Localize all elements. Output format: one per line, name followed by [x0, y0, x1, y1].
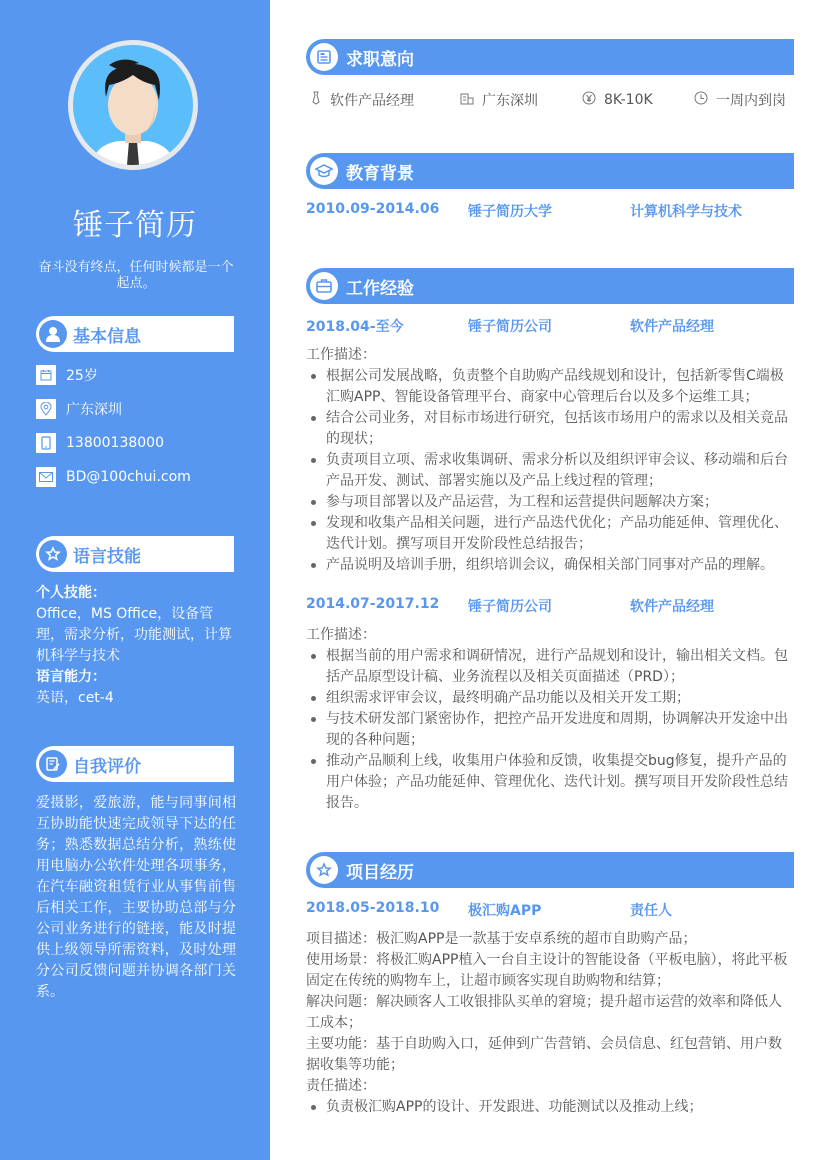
education-row — [306, 201, 794, 221]
list-item: 发现和收集产品相关问题，进行产品迭代优化；产品功能延伸、管理优化、迭代计划。撰写项目开发阶段性总结报告； — [306, 513, 794, 555]
job-role: 软件产品经理 — [630, 319, 714, 335]
job-1-header — [306, 316, 794, 336]
section-title: 工作经验 — [346, 278, 414, 299]
phone-icon — [36, 433, 56, 453]
edit-note-icon — [39, 750, 67, 778]
intent-availability: 一周内到岗 — [694, 90, 786, 110]
info-email: BD@100chui.com — [36, 460, 236, 494]
tie-icon — [310, 91, 322, 109]
section-header-self-eval — [36, 746, 234, 782]
user-icon — [39, 320, 67, 348]
project-description: 项目描述：极汇购APP是一款基于安卓系统的超市自助购产品； 使用场景：将极汇购APP植入一台自主设计的智能设备（平板电脑），将此平板固定在传统的购物车上，让超市顾客实现自助购物和结算； 解决问题：解决顾客人工收银排队买单的窘境；提升超市运营的效率和降低人工成本； 主要功能：基于自助购入口，延伸到广告营销、会员信息、红包营销、用户数据收集等功能； 责任描述： 负责极汇购APP的设计、开发跟进、功能测试以及推动上线； — [306, 929, 794, 1118]
section-title: 自我评价 — [73, 756, 141, 777]
resume-card-icon — [310, 43, 338, 71]
skills-content: 个人技能： Office，MS Office，设备管理，需求分析，功能测试，计算机科学与技术 语言能力： 英语，cet-4 — [36, 585, 232, 706]
info-phone: 13800138000 — [36, 426, 236, 460]
list-item: 参与项目部署以及产品运营，为工程和运营提供问题解决方案； — [306, 492, 794, 513]
yen-icon — [582, 91, 596, 109]
job-2-header — [306, 596, 794, 616]
section-header-work — [306, 268, 794, 304]
job-intent-row — [310, 90, 790, 110]
section-header-education — [306, 153, 794, 189]
person-avatar-icon — [73, 45, 193, 165]
section-header-skills — [36, 536, 234, 572]
job-1-description: 工作描述： 根据公司发展战略，负责整个自助购产品线规划和设计，包括新零售C端极汇购APP、智能设备管理平台、商家中心管理后台以及多个运维工具； 结合公司业务，对目标市场进行研究，包括该市场用户的需求以及相关竞品的现状； 负责项目立项、需求收集调研、需求分析以及组织评审会议、移动端和后台产品开发、测试、部署实施以及产品上线过程的管理； 参与项目部署以及产品运营，为工程和运营提供问题解决方案； 发现和收集产品相关问题，进行产品迭代优化；产品功能延伸、管理优化、迭代计划。撰写项目开发阶段性总结报告； 产品说明及培训手册，组织培训会议，确保相关部门同事对产品的理解。 — [306, 345, 794, 576]
list-item: 与技术研发部门紧密协作，把控产品开发进度和周期，协调解决开发途中出现的各种问题； — [306, 709, 794, 751]
list-item: 结合公司业务，对目标市场进行研究，包括该市场用户的需求以及相关竞品的现状； — [306, 408, 794, 450]
education-school: 锤子简历大学 — [468, 204, 552, 220]
list-item: 组织需求评审会议，最终明确产品功能以及相关开发工期； — [306, 688, 794, 709]
intent-position: 软件产品经理 — [310, 90, 460, 110]
resume-name: 锤子简历 — [73, 208, 197, 243]
project-role: 责任人 — [630, 903, 672, 919]
list-item: 根据当前的用户需求和调研情况，进行产品规划和设计，输出相关文档。包括产品原型设计稿、业务流程以及相关页面描述（PRD）； — [306, 646, 794, 688]
list-item: 产品说明及培训手册，组织培训会议，确保相关部门同事对产品的理解。 — [306, 555, 794, 576]
avatar — [68, 40, 198, 170]
education-date: 2010.09-2014.06 — [306, 201, 440, 217]
location-pin-icon — [36, 399, 56, 419]
section-header-basic-info — [36, 316, 234, 352]
briefcase-icon — [310, 272, 338, 300]
clock-icon — [694, 91, 708, 109]
email-icon — [36, 467, 56, 487]
sidebar — [0, 0, 270, 1160]
section-title: 基本信息 — [73, 326, 141, 347]
graduation-cap-icon — [310, 157, 338, 185]
job-role: 软件产品经理 — [630, 599, 714, 615]
calendar-icon — [36, 365, 56, 385]
list-item: 推动产品顺利上线，收集用户体验和反馈，收集提交bug修复，提升产品的用户体验；产品功能延伸、管理优化、迭代计划。撰写项目开发阶段性总结报告。 — [306, 751, 794, 814]
job-2-description: 工作描述： 根据当前的用户需求和调研情况，进行产品规划和设计，输出相关文档。包括产品原型设计稿、业务流程以及相关页面描述（PRD）； 组织需求评审会议，最终明确产品功能以及相关开发工期； 与技术研发部门紧密协作，把控产品开发进度和周期，协调解决开发途中出现的各种问题； 推动产品顺利上线，收集用户体验和反馈，收集提交bug修复，提升产品的用户体验；产品功能延伸、管理优化、迭代计划。撰写项目开发阶段性总结报告。 — [306, 625, 794, 814]
building-icon — [460, 91, 474, 109]
info-age: 25岁 — [36, 358, 236, 392]
project-header — [306, 900, 794, 920]
intent-salary: 8K-10K — [582, 90, 694, 110]
section-header-job-intent — [306, 39, 794, 75]
intent-city: 广东深圳 — [460, 90, 582, 110]
section-title: 语言技能 — [73, 546, 141, 567]
basic-info-list — [36, 358, 236, 494]
list-item: 根据公司发展战略，负责整个自助购产品线规划和设计，包括新零售C端极汇购APP、智能设备管理平台、商家中心管理后台以及多个运维工具； — [306, 366, 794, 408]
job-company: 锤子简历公司 — [468, 599, 552, 615]
star-icon — [310, 856, 338, 884]
job-date: 2018.04-至今 — [306, 319, 404, 335]
motto: 奋斗没有终点，任何时候都是一个起点。 — [38, 260, 234, 291]
list-item: 负责极汇购APP的设计、开发跟进、功能测试以及推动上线； — [306, 1097, 794, 1118]
section-title: 教育背景 — [346, 163, 414, 184]
list-item: 负责项目立项、需求收集调研、需求分析以及组织评审会议、移动端和后台产品开发、测试、部署实施以及产品上线过程的管理； — [306, 450, 794, 492]
project-date: 2018.05-2018.10 — [306, 900, 440, 916]
job-company: 锤子简历公司 — [468, 319, 552, 335]
education-major: 计算机科学与技术 — [630, 204, 742, 220]
self-eval-text: 爱摄影，爱旅游，能与同事间相互协助能快速完成领导下达的任务；熟悉数据总结分析，熟练使用电脑办公软件处理各项事务，在汽车融资租赁行业从事售前售后相关工作，主要协助总部与分公司业务进行的链接，能及时提供上级领导所需资料，及时处理分公司反馈问题并协调各部门关系。 — [36, 795, 236, 1000]
project-name: 极汇购APP — [468, 903, 542, 919]
info-location: 广东深圳 — [36, 392, 236, 426]
job-date: 2014.07-2017.12 — [306, 596, 440, 612]
section-title: 求职意向 — [346, 49, 414, 70]
section-title: 项目经历 — [346, 862, 414, 883]
section-header-projects — [306, 852, 794, 888]
star-icon — [39, 540, 67, 568]
